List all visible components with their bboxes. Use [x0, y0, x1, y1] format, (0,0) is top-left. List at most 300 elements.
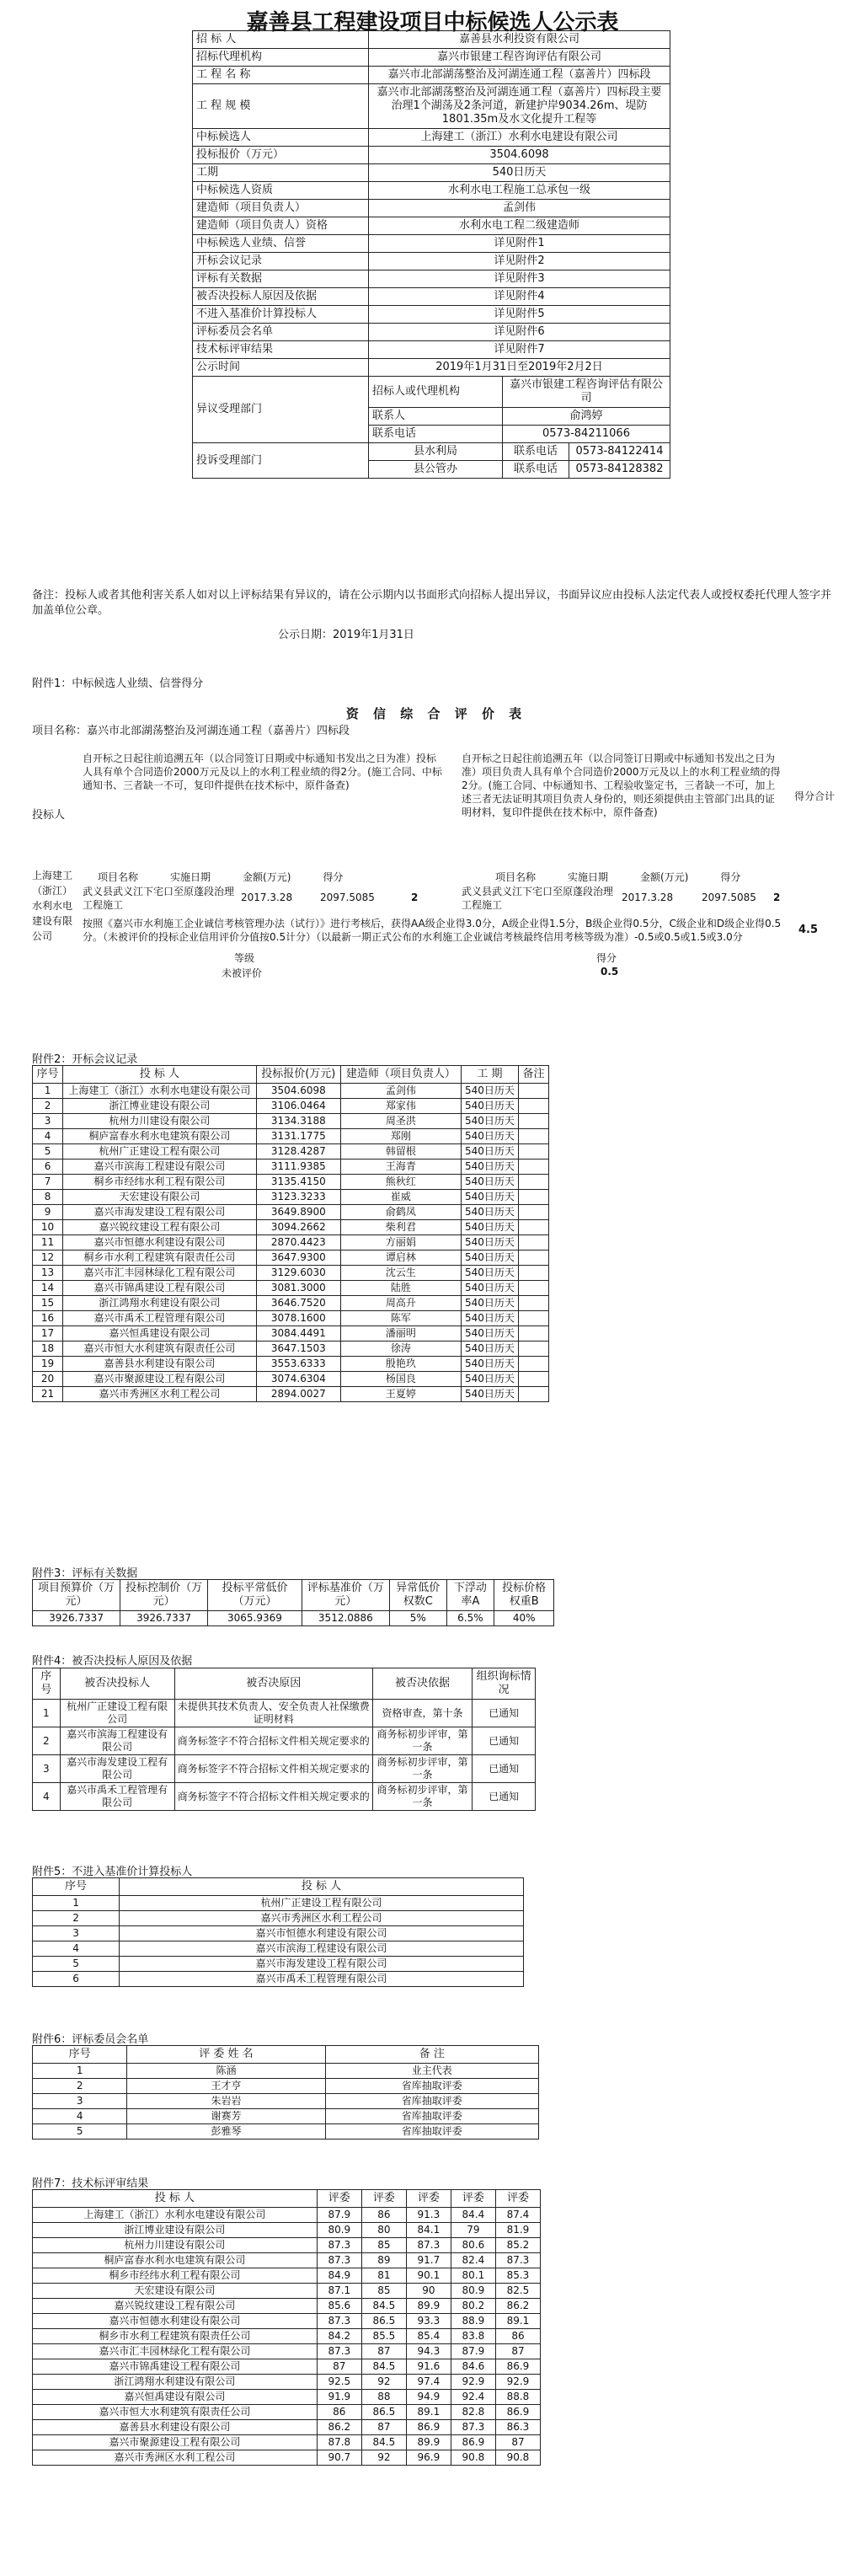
table-cell: 8 [33, 1190, 63, 1205]
table-row [33, 1926, 524, 1941]
table-cell: 87.4 [495, 2208, 540, 2223]
table-cell: 84.5 [361, 2299, 406, 2314]
table-cell: 4 [33, 2109, 127, 2124]
table-cell: 87 [317, 2359, 361, 2375]
table-cell: 嘉兴市恒德水利建设有限公司 [120, 1926, 524, 1941]
info-value: 详见附件1 [369, 235, 670, 253]
table-cell: 87.3 [406, 2238, 451, 2253]
table-cell: 嘉兴市秀洲区水利工程公司 [120, 1911, 524, 1926]
info-value: 水利水电工程二级建造师 [369, 217, 670, 235]
table-row [33, 1911, 524, 1926]
table-cell: 84.2 [317, 2329, 361, 2344]
table-row [33, 2268, 541, 2284]
col-date: 实施日期 [170, 871, 211, 883]
info-row [193, 359, 670, 377]
column-header: 备注 [518, 1066, 548, 1084]
column-header: 评委 [495, 2190, 540, 2208]
table-cell: 96.9 [406, 2450, 451, 2466]
table-cell: 3094.2662 [256, 1220, 340, 1235]
table-cell: 85.5 [361, 2329, 406, 2344]
info-key: 中标候选人业绩、信誉 [193, 235, 369, 253]
table-cell [518, 1205, 548, 1220]
table-cell: 商务标初步评审，第一条 [372, 1727, 472, 1755]
column-header: 评委 [451, 2190, 495, 2208]
table-cell: 崔威 [340, 1190, 461, 1205]
table-cell: 540日历天 [462, 1205, 519, 1220]
table-row [33, 1755, 536, 1783]
table-cell: 桐乡市经纬水利工程有限公司 [33, 2268, 318, 2284]
table-cell: 3926.7337 [120, 1611, 208, 1626]
table-cell: 81.9 [495, 2223, 540, 2238]
table-row [33, 1372, 549, 1387]
table-cell: 2 [33, 1727, 61, 1755]
table-cell: 周高升 [340, 1296, 461, 1311]
table-cell: 89.1 [406, 2405, 451, 2420]
table-cell: 84.5 [361, 2359, 406, 2375]
column-header: 评标基准价（万元） [302, 1580, 389, 1611]
table-cell: 6 [33, 1159, 63, 1175]
table-cell: 未提供其技术负责人、安全负责人社保缴费证明材料 [174, 1700, 372, 1727]
info-row [193, 217, 670, 235]
table-cell: 3084.4491 [256, 1326, 340, 1342]
table-cell: 3111.9385 [256, 1159, 340, 1175]
total-score: 4.5 [798, 924, 819, 936]
publish-date: 公示日期：2019年1月31日 [278, 629, 414, 641]
table-cell [518, 1235, 548, 1251]
info-row [193, 324, 670, 341]
complaint-phone: 0573-84128382 [569, 461, 670, 479]
table-row [33, 1783, 536, 1811]
column-header: 建造师（项目负责人） [340, 1066, 461, 1084]
table-cell: 嘉兴市海发建设工程有限公司 [120, 1957, 524, 1972]
table-cell: 540日历天 [462, 1159, 519, 1175]
column-header: 序号 [33, 1878, 120, 1896]
table-cell: 熊秋红 [340, 1175, 461, 1190]
bidder-name: 上海建工（浙江）水利水电建设有限公司 [32, 870, 73, 942]
table-cell: 87.9 [451, 2344, 495, 2359]
table-cell: 92 [361, 2450, 406, 2466]
info-row [193, 49, 670, 67]
table-cell: 86 [361, 2208, 406, 2223]
table-row [33, 1175, 549, 1190]
grade-score-label: 得分 [596, 952, 617, 964]
info-value: 孟剑伟 [369, 200, 670, 217]
table-cell [518, 1311, 548, 1326]
table-cell: 桐乡市水利工程建筑有限责任公司 [33, 2329, 318, 2344]
column-header: 投 标 人 [63, 1066, 257, 1084]
req-company: 自开标之日起往前追溯五年（以合同签订日期或中标通知书发出之日为准）投标人具有单个合同造价2000万元及以上的水利工程业绩的得2分。(施工合同、中标通知书、三者缺一不可，复印件提供在技术标中，原件备查) [83, 752, 442, 791]
table-row [33, 1941, 524, 1957]
info-row [193, 182, 670, 200]
table-row [33, 2109, 539, 2124]
info-key: 评标委员会名单 [193, 324, 369, 341]
table-row [33, 2375, 541, 2390]
table-cell [518, 1114, 548, 1129]
project-2-amount: 2097.5085 [702, 892, 756, 903]
table-cell: 桐乡市水利工程建筑有限责任公司 [63, 1251, 257, 1266]
column-header: 投 标 人 [33, 2190, 318, 2208]
table-cell: 3 [33, 1114, 63, 1129]
table-cell [518, 1129, 548, 1144]
table-cell: 87.3 [317, 2253, 361, 2268]
table-row [33, 1357, 549, 1372]
table-cell: 嘉兴市秀洲区水利工程公司 [33, 2450, 318, 2466]
table-cell: 89.9 [406, 2435, 451, 2450]
column-header: 组织询标情况 [473, 1668, 536, 1700]
table-cell: 嘉兴市滨海工程建设有限公司 [63, 1159, 257, 1175]
table-cell [518, 1296, 548, 1311]
table-cell: 周圣洪 [340, 1114, 461, 1129]
table-cell: 92.5 [317, 2375, 361, 2390]
table-row [33, 1342, 549, 1357]
table-cell: 朱岩岩 [127, 2094, 325, 2109]
info-key: 投标报价（万元） [193, 147, 369, 164]
table-row [33, 2329, 541, 2344]
grade-label: 等级 [234, 952, 255, 964]
table-row [33, 2450, 541, 2466]
credit-rule: 按照《嘉兴市水利施工企业诚信考核管理办法（试行）》进行考核后，获得AA级企业得3.0分，A级企业得1.5分，B级企业得0.5分，C级企业和D级企业得0.5分。（未被评价的投标企业信用评价分值按0.5计分）（以最新一期正式公布的水利施工企业诚信考核最终信用考核等级为准）-0.5或0.5或1.5或3.0分 [83, 918, 782, 943]
table-cell [518, 1084, 548, 1099]
info-value: 3504.6098 [369, 147, 670, 164]
table-cell: 嘉兴市滨海工程建设有限公司 [120, 1941, 524, 1957]
table-cell: 3065.9369 [208, 1611, 302, 1626]
table-row [33, 2094, 539, 2109]
info-key: 技术标评审结果 [193, 341, 369, 359]
table-cell: 嘉兴市禹禾工程管理有限公司 [63, 1311, 257, 1326]
info-value: 2019年1月31日至2019年2月2日 [369, 359, 670, 377]
table-cell: 540日历天 [462, 1326, 519, 1342]
info-row [193, 306, 670, 324]
table-cell: 80.2 [451, 2299, 495, 2314]
table-cell: 540日历天 [462, 1114, 519, 1129]
table-cell: 540日历天 [462, 1235, 519, 1251]
table-cell: 1 [33, 1896, 120, 1911]
table-cell: 92.9 [451, 2375, 495, 2390]
table-row [33, 2344, 541, 2359]
info-value: 嘉兴市北部湖荡整治及河湖连通工程（嘉善片）四标段主要治理1个湖荡及2条河道，新建护岸9034.26m、堤防1801.35m及水文化提升工程等 [369, 84, 670, 129]
info-value: 水利水电工程施工总承包一级 [369, 182, 670, 200]
column-header: 工 期 [462, 1066, 519, 1084]
column-header: 评委 [406, 2190, 451, 2208]
table-cell: 嘉兴市恒德水利建设有限公司 [33, 2314, 318, 2329]
technical-score-table [32, 2189, 541, 2466]
column-header: 异常低价权数C [389, 1580, 446, 1611]
table-cell: 3504.6098 [256, 1084, 340, 1099]
info-value: 上海建工（浙江）水利水电建设有限公司 [369, 129, 670, 147]
table-row [33, 2208, 541, 2223]
info-value: 详见附件3 [369, 270, 670, 288]
table-row [33, 2124, 539, 2140]
table-cell: 嘉兴市锦禹建设工程有限公司 [33, 2359, 318, 2375]
table-cell: 540日历天 [462, 1281, 519, 1296]
table-cell: 嘉兴市恒德水利建设有限公司 [63, 1235, 257, 1251]
att6-heading: 附件6：评标委员会名单 [32, 2033, 149, 2046]
table-cell: 84.5 [361, 2435, 406, 2450]
table-cell: 3106.0464 [256, 1099, 340, 1114]
table-cell: 3649.8900 [256, 1205, 340, 1220]
table-cell: 嘉兴市聚源建设工程有限公司 [33, 2435, 318, 2450]
table-cell: 86.5 [361, 2405, 406, 2420]
table-cell: 杭州广正建设工程有限公司 [63, 1144, 257, 1159]
project-1-amount: 2097.5085 [320, 892, 375, 903]
info-value: 详见附件2 [369, 253, 670, 270]
col-date: 实施日期 [568, 871, 609, 883]
agent-label: 招标人或代理机构 [369, 377, 503, 408]
table-row [33, 2238, 541, 2253]
info-key: 中标候选人资质 [193, 182, 369, 200]
table-cell: 91.7 [406, 2253, 451, 2268]
table-cell: 嘉兴市海发建设工程有限公司 [63, 1205, 257, 1220]
table-cell: 82.8 [451, 2405, 495, 2420]
table-cell: 87.3 [317, 2344, 361, 2359]
column-header: 投标价格权重B [494, 1580, 554, 1611]
table-cell: 94.3 [406, 2344, 451, 2359]
table-cell: 已通知 [473, 1727, 536, 1755]
table-cell: 97.4 [406, 2375, 451, 2390]
table-cell: 2870.4423 [256, 1235, 340, 1251]
col-project-name: 项目名称 [98, 871, 139, 883]
table-row [33, 1972, 524, 1987]
table-cell: 殷艳玖 [340, 1357, 461, 1372]
table-cell: 86 [495, 2329, 540, 2344]
info-value: 540日历天 [369, 164, 670, 182]
table-cell: 嘉兴恒禹建设有限公司 [63, 1326, 257, 1342]
table-cell: 93.3 [406, 2314, 451, 2329]
table-cell: 3074.6304 [256, 1372, 340, 1387]
info-row [193, 31, 670, 49]
table-cell: 87.1 [317, 2284, 361, 2299]
table-row [33, 1220, 549, 1235]
main-info-table [192, 30, 670, 479]
table-cell: 杨国良 [340, 1372, 461, 1387]
table-row [33, 2284, 541, 2299]
table-cell: 540日历天 [462, 1311, 519, 1326]
table-cell: 80.9 [317, 2223, 361, 2238]
table-cell: 88 [361, 2390, 406, 2405]
table-row [33, 2079, 539, 2094]
table-row [33, 1205, 549, 1220]
att2-heading: 附件2：开标会议记录 [32, 1053, 138, 1066]
table-cell: 86.5 [361, 2314, 406, 2329]
table-cell: 5% [389, 1611, 446, 1626]
table-row [33, 2420, 541, 2435]
table-cell: 杭州广正建设工程有限公司 [120, 1896, 524, 1911]
phone-label: 联系电话 [369, 426, 503, 443]
excluded-bidders-table [32, 1877, 524, 1987]
table-cell: 5 [33, 2124, 127, 2140]
table-row [33, 1896, 524, 1911]
table-cell: 省库抽取评委 [325, 2094, 538, 2109]
table-cell: 15 [33, 1296, 63, 1311]
table-cell: 6 [33, 1972, 120, 1987]
table-cell: 沈云生 [340, 1266, 461, 1281]
project-2-date: 2017.3.28 [622, 892, 674, 903]
table-cell: 2 [33, 1911, 120, 1926]
table-cell: 88.9 [451, 2314, 495, 2329]
table-cell: 商务标签字不符合招标文件相关规定要求的 [174, 1755, 372, 1783]
table-cell: 86.9 [495, 2359, 540, 2375]
table-cell: 嘉兴市汇丰园林绿化工程有限公司 [63, 1266, 257, 1281]
col-score: 得分 [323, 871, 344, 883]
att1-heading: 附件1：中标候选人业绩、信誉得分 [32, 677, 204, 690]
table-cell: 540日历天 [462, 1296, 519, 1311]
table-row [33, 1159, 549, 1175]
table-row [33, 1251, 549, 1266]
project-2-name: 武义县武义江下宅口至原蓬段治理工程施工 [462, 886, 614, 911]
contact-value: 俞鸿婷 [503, 408, 670, 426]
credit-evaluation [32, 704, 841, 979]
table-cell: 20 [33, 1372, 63, 1387]
table-cell: 89 [361, 2253, 406, 2268]
table-cell: 11 [33, 1235, 63, 1251]
info-row [193, 200, 670, 217]
table-cell: 嘉兴市聚源建设工程有限公司 [63, 1372, 257, 1387]
table-cell: 19 [33, 1357, 63, 1372]
phone-value: 0573-84211066 [503, 426, 670, 443]
table-cell: 87 [495, 2344, 540, 2359]
info-key: 开标会议记录 [193, 253, 369, 270]
table-row [33, 2435, 541, 2450]
info-value: 详见附件4 [369, 288, 670, 306]
column-header: 被否决依据 [372, 1668, 472, 1700]
table-row [33, 2314, 541, 2329]
table-cell: 3129.6030 [256, 1266, 340, 1281]
table-cell: 已通知 [473, 1755, 536, 1783]
table-cell: 商务标签字不符合招标文件相关规定要求的 [174, 1783, 372, 1811]
table-cell: 80.9 [451, 2284, 495, 2299]
table-cell: 省库抽取评委 [325, 2124, 538, 2140]
table-cell [518, 1159, 548, 1175]
table-cell: 3 [33, 1926, 120, 1941]
table-cell: 郑刚 [340, 1129, 461, 1144]
table-cell: 2 [33, 2079, 127, 2094]
table-cell: 6.5% [446, 1611, 494, 1626]
table-cell [518, 1251, 548, 1266]
table-cell: 87 [361, 2420, 406, 2435]
table-cell: 3926.7337 [33, 1611, 120, 1626]
table-cell: 谭启林 [340, 1251, 461, 1266]
table-cell [518, 1357, 548, 1372]
complaint-phone: 0573-84122414 [569, 443, 670, 461]
table-cell: 5 [33, 1144, 63, 1159]
column-header: 投 标 人 [120, 1878, 524, 1896]
table-cell: 3081.3000 [256, 1281, 340, 1296]
table-cell: 94.9 [406, 2390, 451, 2405]
table-cell [518, 1190, 548, 1205]
table-cell: 业主代表 [325, 2064, 538, 2079]
table-cell: 3131.1775 [256, 1129, 340, 1144]
table-cell: 3135.4150 [256, 1175, 340, 1190]
table-cell: 3 [33, 2094, 127, 2109]
table-cell: 嘉兴锐纹建设工程有限公司 [63, 1220, 257, 1235]
table-cell: 87.3 [317, 2238, 361, 2253]
table-cell [518, 1144, 548, 1159]
table-cell: 91.9 [317, 2390, 361, 2405]
table-cell: 商务标签字不符合招标文件相关规定要求的 [174, 1727, 372, 1755]
table-cell: 嘉兴市汇丰园林绿化工程有限公司 [33, 2344, 318, 2359]
table-cell: 540日历天 [462, 1372, 519, 1387]
table-cell: 浙江博业建设有限公司 [63, 1099, 257, 1114]
table-cell: 80.1 [451, 2268, 495, 2284]
info-key: 不进入基准价计算投标人 [193, 306, 369, 324]
info-row [193, 341, 670, 359]
table-row [33, 1129, 549, 1144]
table-cell: 540日历天 [462, 1220, 519, 1235]
info-key: 工 程 规 模 [193, 84, 369, 129]
info-row [193, 147, 670, 164]
grade-score: 0.5 [601, 966, 619, 977]
table-cell: 82.5 [495, 2284, 540, 2299]
table-row [33, 1957, 524, 1972]
table-cell: 89.1 [495, 2314, 540, 2329]
remark-text: 备注：投标人或者其他利害关系人如对以上评标结果有异议的，请在公示期内以书面形式向招标人提出异议，书面异议应由投标人法定代表人或授权委托代理人签字并加盖单位公章。 [32, 589, 832, 617]
info-row [193, 270, 670, 288]
info-key: 评标有关数据 [193, 270, 369, 288]
table-cell: 陈军 [340, 1311, 461, 1326]
table-cell: 540日历天 [462, 1387, 519, 1402]
info-key: 中标候选人 [193, 129, 369, 147]
table-cell: 85.2 [495, 2238, 540, 2253]
table-row [33, 1099, 549, 1114]
table-cell: 嘉兴市锦禹建设工程有限公司 [63, 1281, 257, 1296]
table-cell: 87 [495, 2435, 540, 2450]
complaint-label: 投诉受理部门 [193, 443, 369, 479]
table-cell [518, 1342, 548, 1357]
objection-label: 异议受理部门 [193, 377, 369, 443]
column-header: 投标报价(万元) [256, 1066, 340, 1084]
table-cell: 18 [33, 1342, 63, 1357]
table-cell: 4 [33, 1783, 61, 1811]
col-project-name: 项目名称 [495, 871, 537, 883]
bid-opening-table [32, 1065, 549, 1402]
col-amount: 金额(万元) [640, 871, 689, 883]
table-cell: 2894.0027 [256, 1387, 340, 1402]
table-row [33, 1235, 549, 1251]
table-cell: 89.9 [406, 2299, 451, 2314]
table-cell: 省库抽取评委 [325, 2109, 538, 2124]
table-cell: 84.4 [451, 2208, 495, 2223]
table-row [33, 1190, 549, 1205]
table-cell: 嘉兴恒禹建设有限公司 [33, 2390, 318, 2405]
table-cell: 商务标初步评审，第一条 [372, 1783, 472, 1811]
table-cell: 已通知 [473, 1783, 536, 1811]
table-cell: 3128.4287 [256, 1144, 340, 1159]
project-2-score: 2 [773, 892, 781, 903]
info-key: 公示时间 [193, 359, 369, 377]
table-cell: 17 [33, 1326, 63, 1342]
table-row [33, 1281, 549, 1296]
table-cell: 3553.6333 [256, 1357, 340, 1372]
table-row [33, 1144, 549, 1159]
column-header: 被否决投标人 [60, 1668, 174, 1700]
credit-table-title: 资 信 综 合 评 价 表 [345, 706, 527, 721]
table-row [33, 2064, 539, 2079]
page-title: 嘉善县工程建设项目中标候选人公示表 [246, 10, 619, 35]
complaint-dept: 县水利局 [369, 443, 503, 461]
column-header: 序号 [33, 2046, 127, 2064]
table-cell: 嘉兴锐纹建设工程有限公司 [33, 2299, 318, 2314]
table-cell: 85.3 [495, 2268, 540, 2284]
table-cell: 上海建工（浙江）水利水电建设有限公司 [33, 2208, 318, 2223]
evaluation-data-table [32, 1579, 554, 1626]
table-cell: 3 [33, 1755, 61, 1783]
table-cell: 嘉兴市滨海工程建设有限公司 [60, 1727, 174, 1755]
table-cell: 3134.3188 [256, 1114, 340, 1129]
table-cell: 5 [33, 1957, 120, 1972]
table-cell: 84.9 [317, 2268, 361, 2284]
table-cell: 3078.1600 [256, 1311, 340, 1326]
table-cell: 桐乡市经纬水利工程有限公司 [63, 1175, 257, 1190]
